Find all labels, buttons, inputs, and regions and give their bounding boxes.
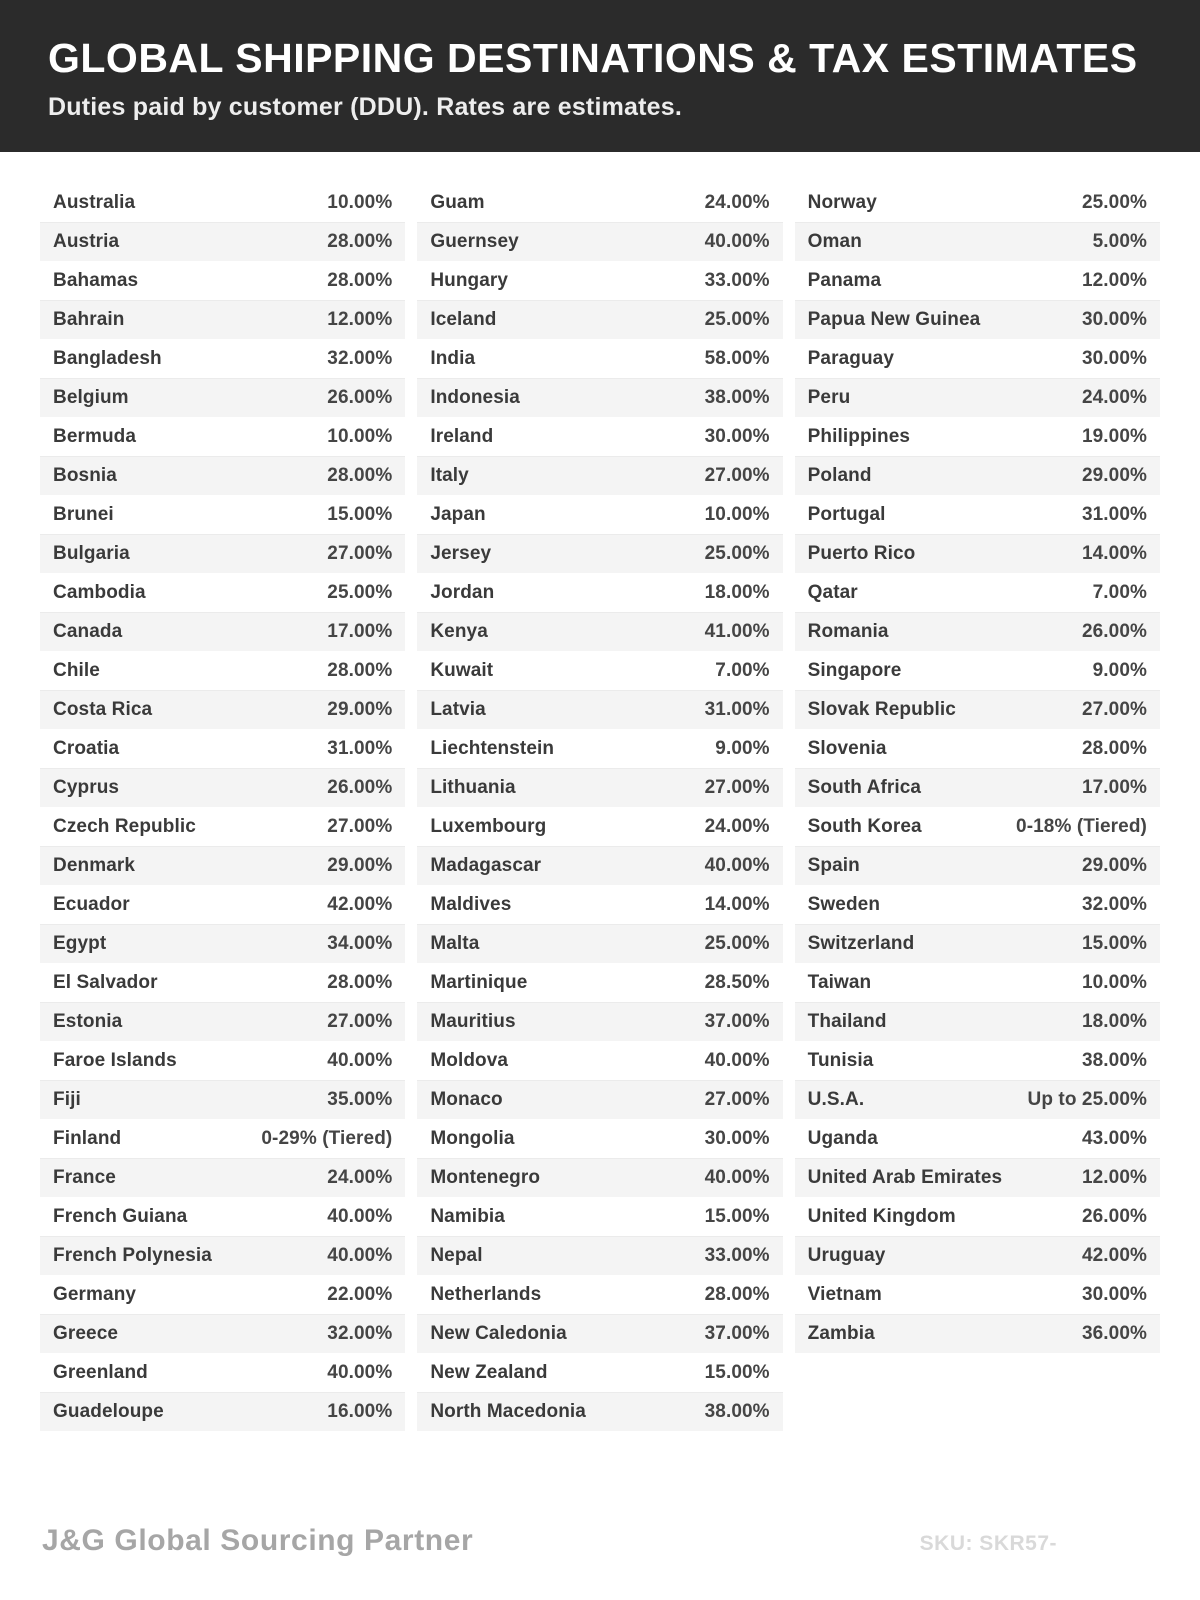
tax-rate: 24.00% — [704, 192, 770, 214]
table-row — [795, 925, 1160, 964]
tax-rate: 41.00% — [704, 621, 770, 643]
tax-rate: 29.00% — [1081, 465, 1147, 487]
table-row — [417, 574, 782, 613]
table-row — [417, 730, 782, 769]
table-row — [40, 1276, 405, 1315]
table-row — [40, 1120, 405, 1159]
country-name: Guadeloupe — [53, 1401, 164, 1423]
country-name: Puerto Rico — [807, 543, 916, 565]
table-row — [795, 496, 1160, 535]
table-row — [795, 769, 1160, 808]
table-row — [417, 1237, 782, 1276]
tax-rate: 29.00% — [327, 699, 393, 721]
country-name: Cyprus — [53, 777, 120, 799]
tax-rate: 34.00% — [327, 933, 393, 955]
table-row — [795, 847, 1160, 886]
table-row — [795, 301, 1160, 340]
country-name: Madagascar — [430, 855, 542, 877]
page-title: GLOBAL SHIPPING DESTINATIONS & TAX ESTIMATES — [48, 35, 1138, 81]
tax-rate: 40.00% — [327, 1362, 393, 1384]
rate-column — [795, 184, 1160, 1354]
country-name: Monaco — [430, 1089, 503, 1111]
table-row — [795, 730, 1160, 769]
table-row — [40, 262, 405, 301]
country-name: Bermuda — [53, 426, 137, 448]
tax-rate: 37.00% — [704, 1323, 770, 1345]
country-name: Sweden — [807, 894, 881, 916]
table-row — [417, 613, 782, 652]
tax-rate: 25.00% — [1081, 192, 1147, 214]
table-row — [417, 1198, 782, 1237]
tax-rate: 30.00% — [1081, 309, 1147, 331]
table-row — [795, 1276, 1160, 1315]
tax-rate: 32.00% — [327, 348, 393, 370]
country-name: Nepal — [430, 1245, 483, 1267]
country-name: Iceland — [430, 309, 497, 331]
country-name: South Korea — [807, 816, 922, 838]
tax-rate: 29.00% — [1081, 855, 1147, 877]
table-row — [40, 1159, 405, 1198]
country-name: Uganda — [807, 1128, 878, 1150]
country-name: Switzerland — [807, 933, 915, 955]
tax-rate: 27.00% — [327, 543, 393, 565]
table-row — [417, 847, 782, 886]
table-row — [40, 847, 405, 886]
tax-rate: 12.00% — [1081, 270, 1147, 292]
country-name: Montenegro — [430, 1167, 541, 1189]
tax-rate: 58.00% — [704, 348, 770, 370]
table-row — [795, 1315, 1160, 1354]
country-name: United Kingdom — [807, 1206, 956, 1228]
table-row — [40, 730, 405, 769]
tax-rate: Up to 25.00% — [1027, 1089, 1147, 1111]
table-row — [40, 574, 405, 613]
table-row — [795, 691, 1160, 730]
table-row — [40, 418, 405, 457]
table-row — [795, 613, 1160, 652]
page-header — [0, 0, 1200, 152]
tax-rate: 25.00% — [704, 933, 770, 955]
country-name: Ecuador — [53, 894, 130, 916]
table-row — [795, 1159, 1160, 1198]
tax-rate: 40.00% — [704, 1050, 770, 1072]
tax-rate: 26.00% — [327, 777, 393, 799]
country-name: Belgium — [53, 387, 129, 409]
tax-rate: 25.00% — [327, 582, 393, 604]
table-row — [417, 691, 782, 730]
table-row — [795, 964, 1160, 1003]
country-name: Bosnia — [53, 465, 117, 487]
table-row — [795, 457, 1160, 496]
tax-rate: 31.00% — [704, 699, 770, 721]
rate-column — [417, 184, 782, 1432]
country-name: Japan — [430, 504, 486, 526]
tax-rate: 16.00% — [327, 1401, 393, 1423]
country-name: Greece — [53, 1323, 119, 1345]
country-name: Guam — [430, 192, 485, 214]
country-name: Italy — [430, 465, 469, 487]
country-name: Slovenia — [807, 738, 887, 760]
table-row — [417, 1042, 782, 1081]
tax-rate: 24.00% — [1081, 387, 1147, 409]
country-name: Bahamas — [53, 270, 139, 292]
tax-rate: 26.00% — [1081, 621, 1147, 643]
table-row — [40, 1003, 405, 1042]
country-name: Faroe Islands — [53, 1050, 177, 1072]
tax-rate: 37.00% — [704, 1011, 770, 1033]
table-row — [795, 574, 1160, 613]
tax-rate: 40.00% — [704, 1167, 770, 1189]
tax-rate: 30.00% — [704, 1128, 770, 1150]
country-name: Croatia — [53, 738, 120, 760]
country-name: Kuwait — [430, 660, 494, 682]
country-name: Cambodia — [53, 582, 146, 604]
tax-rate: 33.00% — [704, 1245, 770, 1267]
country-name: Canada — [53, 621, 123, 643]
page-subtitle: Duties paid by customer (DDU). Rates are estimates. — [48, 93, 683, 122]
country-name: Indonesia — [430, 387, 520, 409]
country-name: Namibia — [430, 1206, 505, 1228]
tax-rate: 15.00% — [704, 1206, 770, 1228]
table-row — [417, 1159, 782, 1198]
table-row — [417, 418, 782, 457]
tax-rate: 42.00% — [1081, 1245, 1147, 1267]
tax-rate: 25.00% — [704, 309, 770, 331]
table-row — [417, 964, 782, 1003]
country-name: Malta — [430, 933, 480, 955]
country-name: French Polynesia — [53, 1245, 212, 1267]
tax-rate: 24.00% — [704, 816, 770, 838]
tax-rate: 30.00% — [1081, 1284, 1147, 1306]
country-name: Ireland — [430, 426, 494, 448]
tax-rate: 17.00% — [327, 621, 393, 643]
tax-rate: 28.00% — [1081, 738, 1147, 760]
table-row — [795, 1120, 1160, 1159]
tax-rate: 40.00% — [327, 1245, 393, 1267]
table-row — [40, 496, 405, 535]
table-row — [40, 808, 405, 847]
table-row — [795, 1237, 1160, 1276]
table-row — [417, 262, 782, 301]
tax-rate: 12.00% — [1081, 1167, 1147, 1189]
table-row — [40, 652, 405, 691]
tax-rate: 5.00% — [1092, 231, 1147, 253]
tax-rate: 15.00% — [704, 1362, 770, 1384]
table-row — [795, 340, 1160, 379]
country-name: Poland — [807, 465, 872, 487]
country-name: Romania — [807, 621, 889, 643]
table-row — [40, 535, 405, 574]
table-row — [40, 964, 405, 1003]
table-row — [795, 1042, 1160, 1081]
country-name: Singapore — [807, 660, 902, 682]
country-name: Egypt — [53, 933, 107, 955]
table-row — [40, 1315, 405, 1354]
country-name: Taiwan — [807, 972, 872, 994]
tax-rate: 28.00% — [327, 231, 393, 253]
tax-rate: 31.00% — [1081, 504, 1147, 526]
country-name: Bangladesh — [53, 348, 162, 370]
table-row — [40, 1393, 405, 1432]
table-row — [40, 925, 405, 964]
table-row — [417, 340, 782, 379]
country-name: India — [430, 348, 476, 370]
country-name: Vietnam — [807, 1284, 882, 1306]
tax-rate: 28.00% — [327, 270, 393, 292]
country-name: Lithuania — [430, 777, 516, 799]
tax-rate: 27.00% — [704, 777, 770, 799]
country-name: Slovak Republic — [807, 699, 956, 721]
table-row — [417, 1315, 782, 1354]
tax-rate: 35.00% — [327, 1089, 393, 1111]
country-name: Latvia — [430, 699, 486, 721]
table-row — [40, 301, 405, 340]
country-name: Zambia — [807, 1323, 875, 1345]
country-name: Uruguay — [807, 1245, 886, 1267]
tax-rate: 18.00% — [1081, 1011, 1147, 1033]
tax-rate: 14.00% — [704, 894, 770, 916]
brand-name: J&G Global Sourcing Partner — [42, 1524, 474, 1557]
country-name: Australia — [53, 192, 136, 214]
tax-rate: 38.00% — [1081, 1050, 1147, 1072]
table-row — [417, 184, 782, 223]
table-row — [795, 1198, 1160, 1237]
country-name: Qatar — [807, 582, 858, 604]
country-name: South Africa — [807, 777, 922, 799]
tax-rate: 31.00% — [327, 738, 393, 760]
tax-rate: 26.00% — [327, 387, 393, 409]
tax-rate: 40.00% — [327, 1050, 393, 1072]
country-name: Costa Rica — [53, 699, 153, 721]
country-name: Thailand — [807, 1011, 887, 1033]
tax-rate: 28.00% — [704, 1284, 770, 1306]
tax-rate: 29.00% — [327, 855, 393, 877]
tax-rate: 15.00% — [1081, 933, 1147, 955]
tax-rate: 38.00% — [704, 387, 770, 409]
country-name: French Guiana — [53, 1206, 188, 1228]
country-name: Chile — [53, 660, 100, 682]
country-name: North Macedonia — [430, 1401, 586, 1423]
tax-rate: 32.00% — [1081, 894, 1147, 916]
tax-rate: 40.00% — [704, 855, 770, 877]
table-row — [40, 184, 405, 223]
country-name: Bulgaria — [53, 543, 130, 565]
country-name: Tunisia — [807, 1050, 874, 1072]
table-row — [795, 535, 1160, 574]
table-row — [40, 1042, 405, 1081]
table-row — [795, 808, 1160, 847]
tax-rate: 10.00% — [327, 426, 393, 448]
table-row — [417, 496, 782, 535]
table-row — [417, 808, 782, 847]
table-row — [795, 223, 1160, 262]
tax-rate: 43.00% — [1081, 1128, 1147, 1150]
country-name: United Arab Emirates — [807, 1167, 1003, 1189]
table-row — [417, 301, 782, 340]
tax-rate: 40.00% — [327, 1206, 393, 1228]
table-row — [417, 1354, 782, 1393]
tax-rate: 28.00% — [327, 972, 393, 994]
country-name: Mauritius — [430, 1011, 516, 1033]
tax-rate: 14.00% — [1081, 543, 1147, 565]
tax-rate: 38.00% — [704, 1401, 770, 1423]
table-row — [40, 340, 405, 379]
tax-rate: 10.00% — [1081, 972, 1147, 994]
country-name: New Caledonia — [430, 1323, 567, 1345]
table-row — [40, 223, 405, 262]
table-row — [417, 769, 782, 808]
table-row — [40, 613, 405, 652]
tax-rate: 15.00% — [327, 504, 393, 526]
table-row — [795, 418, 1160, 457]
tax-rate: 30.00% — [1081, 348, 1147, 370]
tax-rate: 7.00% — [1092, 582, 1147, 604]
table-row — [795, 184, 1160, 223]
tax-rate: 22.00% — [327, 1284, 393, 1306]
table-row — [40, 769, 405, 808]
rates-grid — [0, 152, 1200, 1432]
table-row — [417, 535, 782, 574]
country-name: Papua New Guinea — [807, 309, 981, 331]
country-name: Norway — [807, 192, 877, 214]
table-row — [40, 886, 405, 925]
country-name: Czech Republic — [53, 816, 196, 838]
table-row — [417, 457, 782, 496]
page-footer — [0, 1524, 1200, 1558]
table-row — [795, 886, 1160, 925]
table-row — [417, 1081, 782, 1120]
tax-rate: 9.00% — [715, 738, 770, 760]
country-name: New Zealand — [430, 1362, 548, 1384]
table-row — [795, 1003, 1160, 1042]
tax-rate: 28.00% — [327, 465, 393, 487]
table-row — [795, 379, 1160, 418]
table-row — [40, 1081, 405, 1120]
sku-label: SKU: SKR57- — [919, 1532, 1057, 1555]
table-row — [417, 1120, 782, 1159]
country-name: Finland — [53, 1128, 122, 1150]
tax-rate: 24.00% — [327, 1167, 393, 1189]
table-row — [40, 1237, 405, 1276]
table-row — [40, 457, 405, 496]
table-row — [417, 223, 782, 262]
tax-rate: 26.00% — [1081, 1206, 1147, 1228]
tax-rate: 0-18% (Tiered) — [1016, 816, 1147, 838]
country-name: Mongolia — [430, 1128, 515, 1150]
tax-rate: 9.00% — [1092, 660, 1147, 682]
tax-rate: 27.00% — [327, 816, 393, 838]
country-name: France — [53, 1167, 116, 1189]
country-name: Portugal — [807, 504, 886, 526]
tax-rate: 28.00% — [327, 660, 393, 682]
country-name: Hungary — [430, 270, 509, 292]
tax-rate: 28.50% — [704, 972, 770, 994]
tax-rate: 27.00% — [704, 1089, 770, 1111]
country-name: Panama — [807, 270, 882, 292]
country-name: Netherlands — [430, 1284, 542, 1306]
country-name: Kenya — [430, 621, 488, 643]
table-row — [417, 886, 782, 925]
table-row — [40, 691, 405, 730]
table-row — [40, 1354, 405, 1393]
country-name: Bahrain — [53, 309, 125, 331]
country-name: Peru — [807, 387, 851, 409]
country-name: Moldova — [430, 1050, 509, 1072]
country-name: Maldives — [430, 894, 512, 916]
country-name: Liechtenstein — [430, 738, 555, 760]
table-row — [417, 652, 782, 691]
country-name: Paraguay — [807, 348, 895, 370]
tax-rate: 10.00% — [327, 192, 393, 214]
tax-rate: 0-29% (Tiered) — [261, 1128, 393, 1150]
tax-rate: 10.00% — [704, 504, 770, 526]
country-name: Luxembourg — [430, 816, 547, 838]
country-name: Oman — [807, 231, 862, 253]
tax-rate: 7.00% — [715, 660, 770, 682]
country-name: Jersey — [430, 543, 492, 565]
country-name: Greenland — [53, 1362, 148, 1384]
tax-rate: 12.00% — [327, 309, 393, 331]
table-row — [40, 379, 405, 418]
tax-rate: 40.00% — [704, 231, 770, 253]
country-name: Denmark — [53, 855, 136, 877]
country-name: Martinique — [430, 972, 528, 994]
tax-rate: 42.00% — [327, 894, 393, 916]
tax-rate: 18.00% — [704, 582, 770, 604]
table-row — [795, 1081, 1160, 1120]
tax-rate: 33.00% — [704, 270, 770, 292]
tax-rate: 30.00% — [704, 426, 770, 448]
tax-rate: 27.00% — [1081, 699, 1147, 721]
country-name: Guernsey — [430, 231, 519, 253]
country-name: U.S.A. — [807, 1089, 865, 1111]
rate-column — [40, 184, 405, 1432]
country-name: Austria — [53, 231, 120, 253]
country-name: Spain — [807, 855, 860, 877]
country-name: Philippines — [807, 426, 911, 448]
table-row — [795, 652, 1160, 691]
table-row — [417, 1003, 782, 1042]
table-row — [417, 1276, 782, 1315]
table-row — [40, 1198, 405, 1237]
table-row — [417, 925, 782, 964]
country-name: El Salvador — [53, 972, 158, 994]
table-row — [417, 379, 782, 418]
tax-rate: 32.00% — [327, 1323, 393, 1345]
tax-rate: 36.00% — [1081, 1323, 1147, 1345]
tax-rate: 17.00% — [1081, 777, 1147, 799]
table-row — [417, 1393, 782, 1432]
tax-rate: 27.00% — [327, 1011, 393, 1033]
tax-rate: 27.00% — [704, 465, 770, 487]
table-row — [795, 262, 1160, 301]
country-name: Brunei — [53, 504, 114, 526]
country-name: Estonia — [53, 1011, 123, 1033]
tax-rate: 25.00% — [704, 543, 770, 565]
country-name: Germany — [53, 1284, 137, 1306]
country-name: Jordan — [430, 582, 495, 604]
country-name: Fiji — [53, 1089, 81, 1111]
tax-rate: 19.00% — [1081, 426, 1147, 448]
